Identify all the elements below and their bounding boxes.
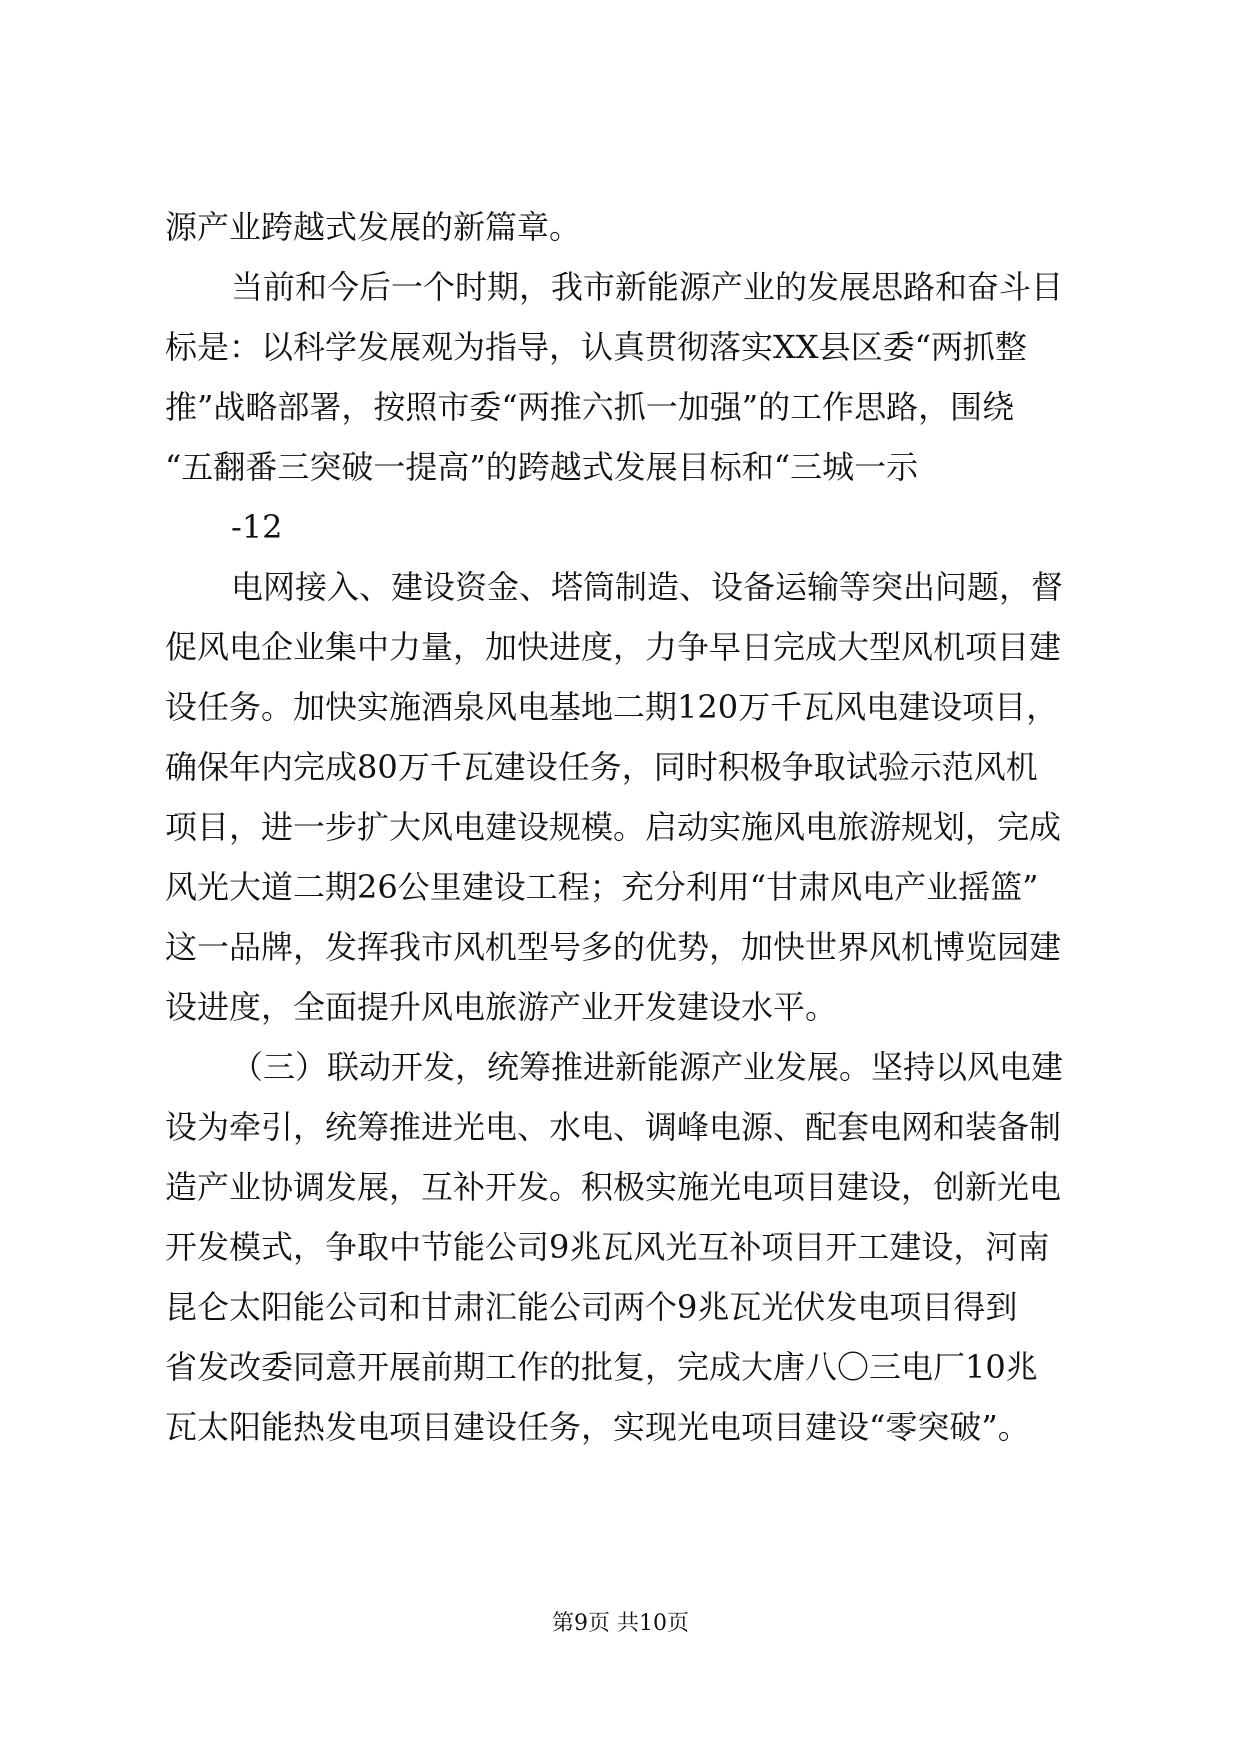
text-line: 开发模式，争取中节能公司9兆瓦风光互补项目开工建设，河南 xyxy=(165,1228,1050,1266)
text-line: 这一品牌，发挥我市风机型号多的优势，加快世界风机博览园建 xyxy=(165,928,1062,966)
paragraph-start-line: （三）联动开发，统筹推进新能源产业发展。坚持以风电建 xyxy=(231,1048,1064,1086)
text-line: 确保年内完成80万千瓦建设任务，同时积极争取试验示范风机 xyxy=(165,748,1038,786)
page-number-footer: 第9页 共10页 xyxy=(552,1611,689,1636)
text-line: 项目，进一步扩大风电建设规模。启动实施风电旅游规划，完成 xyxy=(165,808,1062,846)
text-line: 设为牵引，统筹推进光电、水电、调峰电源、配套电网和装备制 xyxy=(165,1108,1062,1146)
text-line: “五翻番三突破一提高”的跨越式发展目标和“三城一示 xyxy=(165,448,919,486)
text-line: 设进度，全面提升风电旅游产业开发建设水平。 xyxy=(165,988,838,1026)
text-line: 昆仑太阳能公司和甘肃汇能公司两个9兆瓦光伏发电项目得到 xyxy=(165,1288,1018,1326)
text-line: 设任务。加快实施酒泉风电基地二期120万千瓦风电建设项目， xyxy=(165,688,1059,726)
text-line: 源产业跨越式发展的新篇章。 xyxy=(165,208,582,246)
text-line: 造产业协调发展，互补开发。积极实施光电项目建设，创新光电 xyxy=(165,1168,1062,1206)
text-line: 推”战略部署，按照市委“两推六抓一加强”的工作思路，围绕 xyxy=(165,388,1015,426)
paragraph-start-line: 当前和今后一个时期，我市新能源产业的发展思路和奋斗目 xyxy=(231,268,1064,306)
text-line: 促风电企业集中力量，加快进度，力争早日完成大型风机项目建 xyxy=(165,628,1062,666)
text-line: 风光大道二期26公里建设工程；充分利用“甘肃风电产业摇篮” xyxy=(165,868,1039,906)
text-line: 标是：以科学发展观为指导，认真贯彻落实XX县区委“两抓整 xyxy=(165,328,1027,366)
paragraph-start-line: 电网接入、建设资金、塔筒制造、设备运输等突出问题，督 xyxy=(231,568,1064,606)
text-line: 省发改委同意开展前期工作的批复，完成大唐八〇三电厂10兆 xyxy=(165,1348,1038,1386)
page-marker: -12 xyxy=(231,508,283,546)
text-line: 瓦太阳能热发电项目建设任务，实现光电项目建设“零突破”。 xyxy=(165,1408,1030,1446)
